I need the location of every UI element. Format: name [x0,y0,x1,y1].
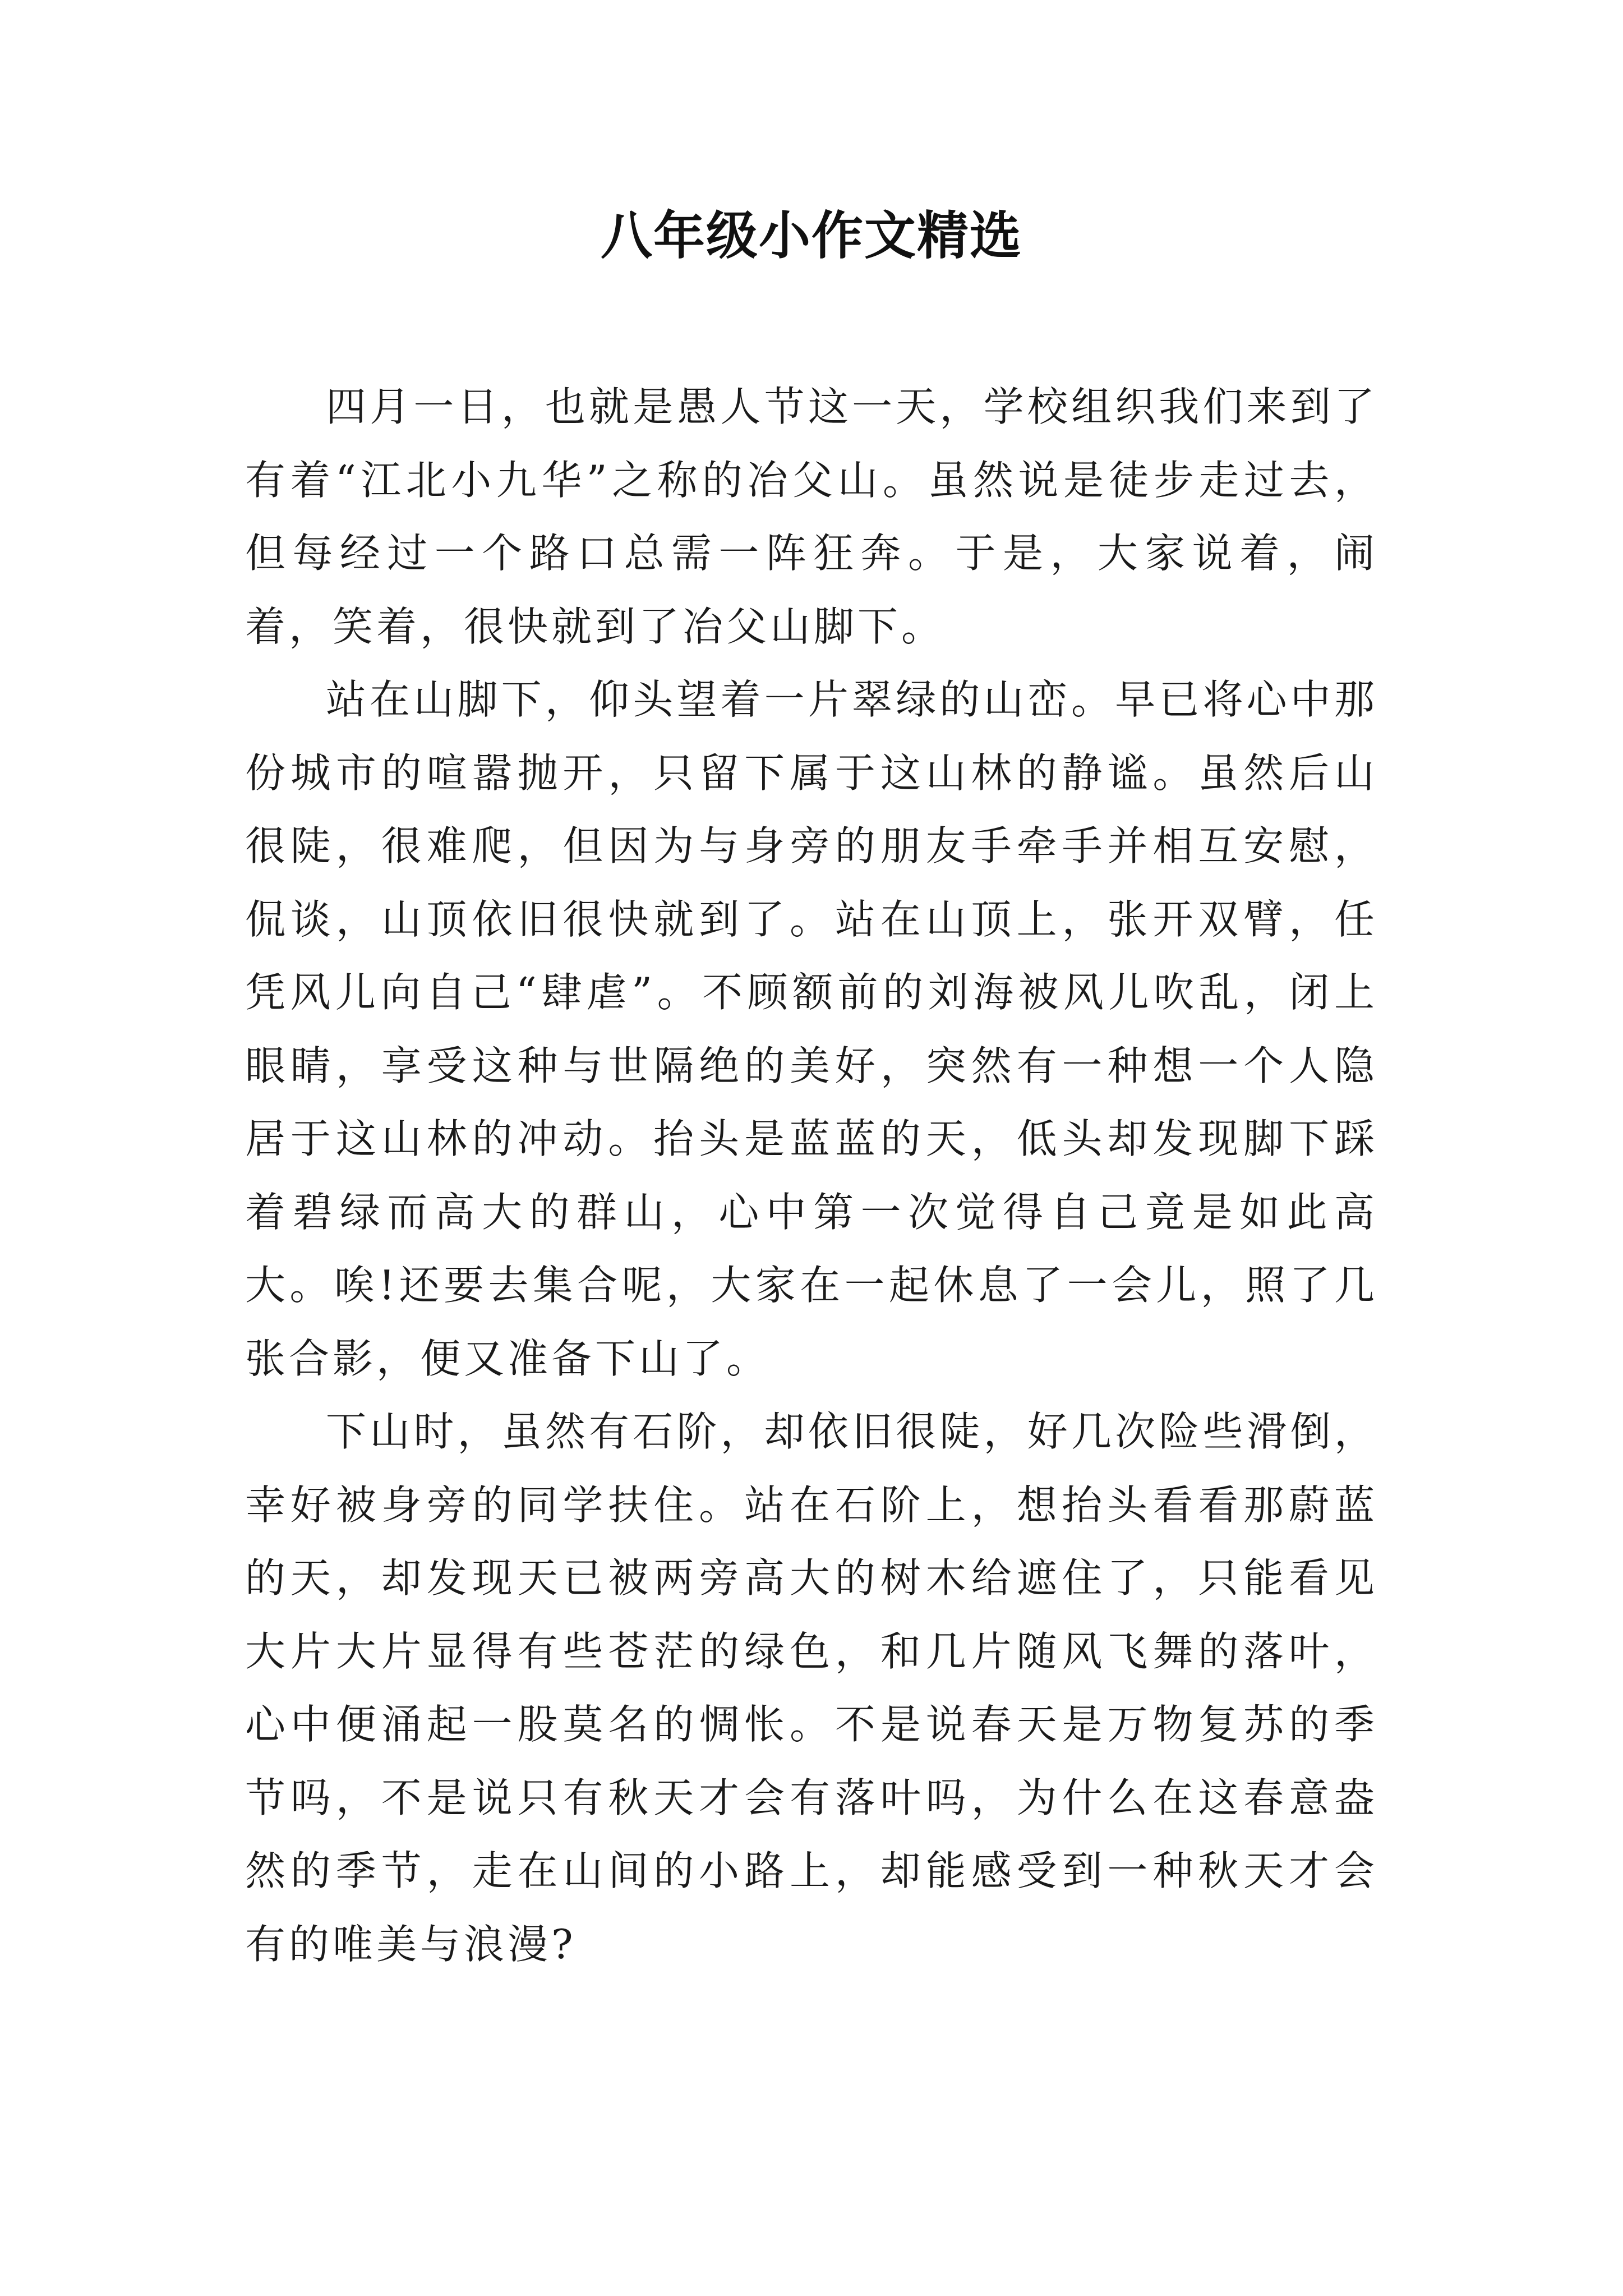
document-body [245,370,1378,1981]
paragraph-2: 站在山脚下，仰头望着一片翠绿的山峦。早已将心中那份城市的喧嚣抛开，只留下属于这山林的静谧。虽然后山很陡，很难爬，但因为与身旁的朋友手牵手并相互安慰，侃谈，山顶依旧很快就到了。站在山顶上，张开双臂，任凭风儿向自己“肆虐”。不顾额前的刘海被风儿吹乱，闭上眼睛，享受这种与世隔绝的美好，突然有一种想一个人隐居于这山林的冲动。抬头是蓝蓝的天，低头却发现脚下踩着碧绿而高大的群山，心中第一次觉得自己竟是如此高大。唉!还要去集合呢，大家在一起休息了一会儿，照了几张合影，便又准备下山了。 [245,676,1378,1382]
document-title: 八年级小作文精选 [600,205,1022,266]
paragraph-1: 四月一日，也就是愚人节这一天，学校组织我们来到了有着“江北小九华”之称的冶父山。虽然说是徒步走过去，但每经过一个路口总需一阵狂奔。于是，大家说着，闹着，笑着，很快就到了冶父山脚下。 [245,383,1378,650]
paragraph-3: 下山时，虽然有石阶，却依旧很陡，好几次险些滑倒，幸好被身旁的同学扶住。站在石阶上，想抬头看看那蔚蓝的天，却发现天已被两旁高大的树木给遮住了，只能看见大片大片显得有些苍茫的绿色，和几片随风飞舞的落叶，心中便涌起一股莫名的惆怅。不是说春天是万物复苏的季节吗，不是说只有秋天才会有落叶吗，为什么在这春意盎然的季节，走在山间的小路上，却能感受到一种秋天才会有的唯美与浪漫? [245,1408,1378,1968]
